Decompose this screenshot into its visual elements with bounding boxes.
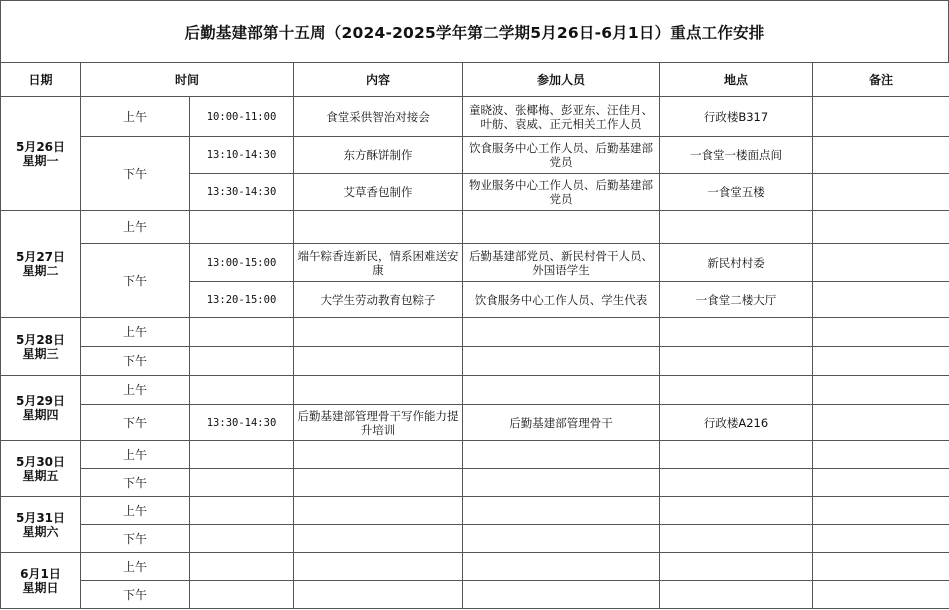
empty-cell: [463, 318, 660, 347]
empty-cell: [190, 525, 294, 553]
table-row: [1, 376, 949, 405]
empty-cell: [813, 347, 949, 376]
empty-cell: [190, 211, 294, 244]
event-content: 艾草香包制作: [294, 174, 463, 211]
event-notes: [813, 174, 949, 211]
table-header-row: [1, 63, 949, 97]
date-label: 5月26日: [15, 139, 66, 154]
date-cell: [1, 318, 81, 376]
date-label: 5月29日: [15, 394, 66, 408]
period-pm: 下午: [81, 137, 190, 211]
event-content: 大学生劳动教育包粽子: [294, 282, 463, 318]
event-time: 10:00-11:00: [190, 97, 294, 137]
empty-cell: [190, 318, 294, 347]
empty-cell: [294, 497, 463, 525]
event-time: 13:00-15:00: [190, 244, 294, 282]
event-location: 行政楼B317: [660, 97, 813, 137]
empty-cell: [294, 469, 463, 497]
period-pm: 下午: [81, 347, 190, 376]
table-row: [1, 441, 949, 469]
period-am: 上午: [81, 497, 190, 525]
empty-cell: [813, 376, 949, 405]
table-row: [1, 405, 949, 441]
empty-cell: [463, 581, 660, 609]
empty-cell: [294, 441, 463, 469]
event-participants: 童晓波、张椰梅、彭亚东、汪佳月、叶舫、袁威、正元相关工作人员: [463, 97, 660, 137]
empty-cell: [660, 376, 813, 405]
event-participants: 饮食服务中心工作人员、后勤基建部党员: [463, 137, 660, 174]
table-row: [1, 97, 949, 137]
event-participants: 物业服务中心工作人员、后勤基建部党员: [463, 174, 660, 211]
empty-cell: [813, 525, 949, 553]
weekday-label: 星期一: [22, 153, 59, 168]
event-location: 新民村村委: [660, 244, 813, 282]
date-cell: [1, 441, 81, 497]
header-time: 时间: [81, 63, 294, 97]
event-participants: 后勤基建部党员、新民村骨干人员、外国语学生: [463, 244, 660, 282]
empty-cell: [813, 318, 949, 347]
period-am: 上午: [81, 441, 190, 469]
empty-cell: [190, 581, 294, 609]
empty-cell: [463, 211, 660, 244]
header-participants: 参加人员: [463, 63, 660, 97]
empty-cell: [294, 581, 463, 609]
event-time: 13:20-15:00: [190, 282, 294, 318]
event-notes: [813, 282, 949, 318]
period-pm: 下午: [81, 405, 190, 441]
table-row: [1, 211, 949, 244]
event-content: 后勤基建部管理骨干写作能力提升培训: [294, 405, 463, 441]
weekday-label: 星期日: [22, 580, 59, 595]
event-content: 东方酥饼制作: [294, 137, 463, 174]
period-am: 上午: [81, 376, 190, 405]
period-pm: 下午: [81, 581, 190, 609]
empty-cell: [463, 525, 660, 553]
header-date: 日期: [1, 63, 81, 97]
empty-cell: [294, 211, 463, 244]
table-row: [1, 469, 949, 497]
event-time: 13:30-14:30: [190, 405, 294, 441]
event-location: 一食堂一楼面点间: [660, 137, 813, 174]
period-am: 上午: [81, 318, 190, 347]
empty-cell: [463, 441, 660, 469]
empty-cell: [660, 441, 813, 469]
empty-cell: [190, 347, 294, 376]
empty-cell: [463, 347, 660, 376]
event-time: 13:10-14:30: [190, 137, 294, 174]
event-notes: [813, 137, 949, 174]
period-am: 上午: [81, 211, 190, 244]
empty-cell: [813, 581, 949, 609]
empty-cell: [190, 553, 294, 581]
empty-cell: [294, 347, 463, 376]
empty-cell: [294, 376, 463, 405]
empty-cell: [463, 376, 660, 405]
table-row: [1, 244, 949, 282]
header-location: 地点: [660, 63, 813, 97]
event-content: 端午粽香连新民，情系困难送安康: [294, 244, 463, 282]
table-row: [1, 137, 949, 174]
empty-cell: [463, 469, 660, 497]
period-pm: 下午: [81, 244, 190, 318]
weekday-label: 星期三: [22, 346, 59, 361]
period-pm: 下午: [81, 469, 190, 497]
date-label: 5月30日: [15, 454, 66, 469]
period-pm: 下午: [81, 525, 190, 553]
table-row: [1, 347, 949, 376]
empty-cell: [190, 469, 294, 497]
weekday-label: 星期五: [22, 468, 59, 483]
weekday-label: 星期二: [22, 264, 59, 278]
schedule-table: [0, 62, 949, 609]
empty-cell: [190, 441, 294, 469]
date-cell: [1, 97, 81, 211]
empty-cell: [660, 211, 813, 244]
empty-cell: [813, 441, 949, 469]
empty-cell: [660, 525, 813, 553]
event-location: 一食堂二楼大厅: [660, 282, 813, 318]
date-cell: [1, 497, 81, 553]
event-participants: 后勤基建部管理骨干: [463, 405, 660, 441]
date-cell: [1, 553, 81, 609]
event-notes: [813, 97, 949, 137]
page-title: 后勤基建部第十五周（2024-2025学年第二学期5月26日-6月1日）重点工作安排: [0, 0, 949, 62]
table-row: [1, 318, 949, 347]
event-location: 行政楼A216: [660, 405, 813, 441]
table-row: [1, 525, 949, 553]
empty-cell: [190, 376, 294, 405]
weekday-label: 星期四: [22, 408, 59, 422]
period-am: 上午: [81, 553, 190, 581]
date-label: 5月31日: [15, 510, 66, 525]
empty-cell: [463, 553, 660, 581]
empty-cell: [813, 211, 949, 244]
empty-cell: [660, 318, 813, 347]
weekday-label: 星期六: [22, 524, 59, 539]
period-am: 上午: [81, 97, 190, 137]
date-cell: [1, 211, 81, 318]
empty-cell: [660, 581, 813, 609]
event-location: 一食堂五楼: [660, 174, 813, 211]
empty-cell: [660, 469, 813, 497]
empty-cell: [660, 347, 813, 376]
header-content: 内容: [294, 63, 463, 97]
empty-cell: [660, 553, 813, 581]
empty-cell: [813, 497, 949, 525]
event-participants: 饮食服务中心工作人员、学生代表: [463, 282, 660, 318]
event-notes: [813, 405, 949, 441]
empty-cell: [463, 497, 660, 525]
event-notes: [813, 244, 949, 282]
empty-cell: [294, 553, 463, 581]
date-label: 6月1日: [20, 566, 61, 581]
event-time: 13:30-14:30: [190, 174, 294, 211]
date-label: 5月27日: [15, 250, 66, 264]
date-label: 5月28日: [15, 332, 66, 347]
table-row: [1, 581, 949, 609]
empty-cell: [294, 525, 463, 553]
empty-cell: [813, 469, 949, 497]
date-cell: [1, 376, 81, 441]
header-notes: 备注: [813, 63, 949, 97]
empty-cell: [190, 497, 294, 525]
table-row: [1, 553, 949, 581]
event-content: 食堂采供智治对接会: [294, 97, 463, 137]
table-row: [1, 497, 949, 525]
empty-cell: [660, 497, 813, 525]
empty-cell: [813, 553, 949, 581]
empty-cell: [294, 318, 463, 347]
